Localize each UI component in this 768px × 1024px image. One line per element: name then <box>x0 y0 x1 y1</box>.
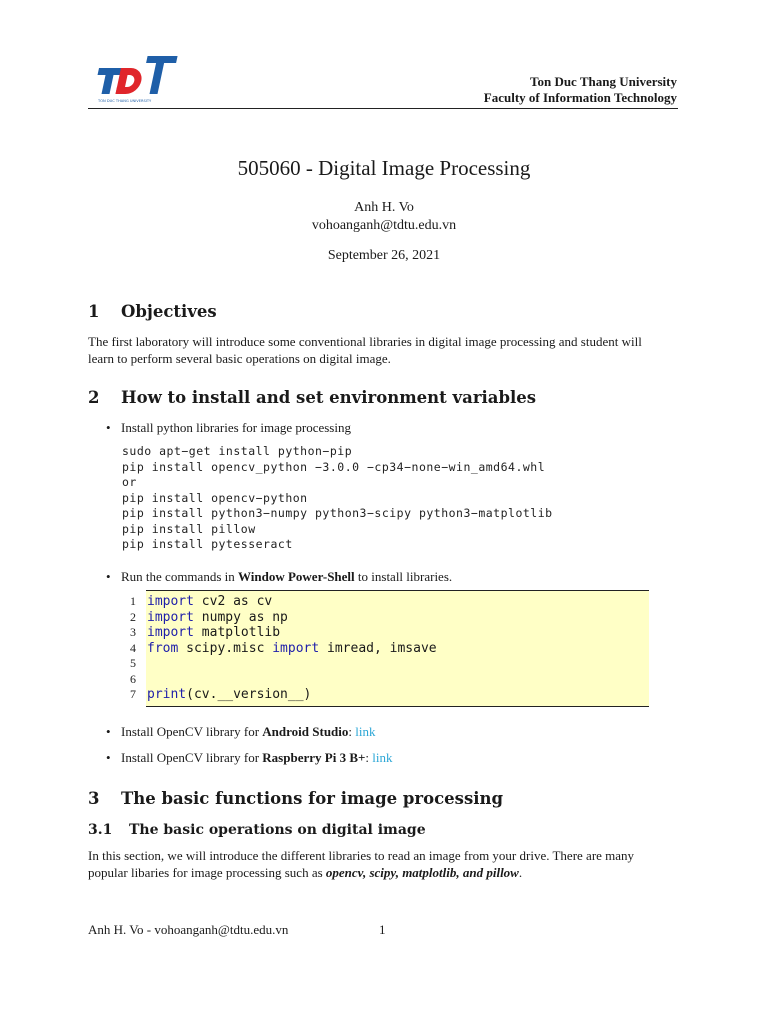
section-3-1-line-1: In this section, we will introduce the different libraries to read an image from your drive. There are many <box>88 848 635 863</box>
page-number: 1 <box>379 922 386 937</box>
code-line-2 <box>130 610 288 626</box>
code-line-7 <box>130 687 311 703</box>
para-text: popular libaries for image processing such as <box>88 865 326 880</box>
author-email: vohoanganh@tdtu.edu.vn <box>311 218 457 233</box>
subsection-3-1-title: The basic operations on digital image <box>129 822 426 838</box>
section-1-line-1: The first laboratory will introduce some conventional libraries in digital image processing and student will <box>88 334 642 349</box>
install-line: pip install pytesseract <box>122 537 293 551</box>
install-line: pip install python3−numpy python3−scipy python3−matplotlib <box>122 506 553 520</box>
install-line: sudo apt−get install python−pip <box>122 444 353 458</box>
bullet-1-text: Install python libraries for image processing <box>121 420 351 435</box>
install-line: pip install opencv−python <box>122 490 308 505</box>
line-number: 1 <box>130 594 136 608</box>
bullet-icon: • <box>106 420 111 435</box>
code-keyword: import <box>147 609 194 625</box>
code-keyword: import <box>147 625 194 640</box>
code-keyword: import <box>272 640 320 656</box>
faculty-name: Faculty of Information Technology <box>483 90 677 105</box>
android-studio-link[interactable]: link <box>355 724 376 739</box>
install-line: pip install opencv_python −3.0.0 −cp34−none−win_amd64.whl <box>122 459 546 474</box>
line-number: 7 <box>130 687 136 701</box>
code-text: numpy as np <box>193 609 288 625</box>
section-1-line-2: learn to perform several basic operations on digital image. <box>88 351 391 366</box>
subsection-3-1-number: 3.1 <box>88 822 113 838</box>
author-name: Anh H. Vo <box>354 200 414 215</box>
code-text: (cv.__version__) <box>186 687 312 702</box>
university-name: Ton Duc Thang University <box>529 74 677 89</box>
code-keyword: print <box>147 687 187 702</box>
section-1-paragraph <box>88 333 680 367</box>
section-2-number: 2 <box>88 388 100 407</box>
bullet-3-bold: Android Studio <box>262 724 349 739</box>
section-1-heading <box>88 302 217 321</box>
section-2-heading <box>88 388 536 407</box>
install-line: or <box>122 475 137 489</box>
document-date: September 26, 2021 <box>327 248 441 263</box>
library-names: opencv, scipy, matplotlib, and pillow <box>325 865 519 880</box>
line-number: 2 <box>130 609 136 624</box>
line-number: 6 <box>130 671 136 686</box>
bullet-3-colon: : <box>348 724 356 739</box>
code-text: cv2 as cv <box>193 594 273 609</box>
code-line-1 <box>130 594 272 610</box>
bullet-icon: • <box>106 724 111 739</box>
code-line-3 <box>130 625 280 641</box>
bullet-2-post: to install libraries. <box>354 569 453 584</box>
bullet-4-bold: Raspberry Pi 3 B+ <box>262 750 366 765</box>
code-text: imread, imsave <box>319 640 437 656</box>
bullet-2-bold: Window Power-Shell <box>238 569 355 584</box>
para-text: . <box>518 865 523 880</box>
code-keyword: from <box>147 640 179 656</box>
section-3-title: The basic functions for image processing <box>121 789 504 808</box>
section-1-number: 1 <box>88 302 100 321</box>
logo-subtext: TON DUC THANG UNIVERSITY <box>98 99 152 103</box>
line-number: 5 <box>130 656 136 670</box>
section-2-title: How to install and set environment variables <box>121 388 537 407</box>
code-line-6 <box>130 672 147 688</box>
document-title: 505060 - Digital Image Processing <box>237 156 531 180</box>
section-3-number: 3 <box>88 789 100 808</box>
bullet-android-studio <box>106 724 376 740</box>
bullet-icon: • <box>106 750 111 765</box>
code-keyword: import <box>147 594 194 609</box>
bullet-2-pre: Run the commands in <box>121 569 238 584</box>
code-text: matplotlib <box>193 625 281 640</box>
bullet-raspberry-pi <box>106 750 393 766</box>
bullet-icon: • <box>106 569 111 584</box>
subsection-3-1-heading <box>88 822 426 838</box>
line-number: 4 <box>130 640 136 655</box>
section-3-heading <box>88 789 503 808</box>
install-line: pip install pillow <box>122 521 256 536</box>
code-line-4 <box>130 641 437 657</box>
bullet-4-pre: Install OpenCV library for <box>121 750 263 765</box>
code-line-5 <box>130 656 147 672</box>
bullet-run-commands <box>106 569 452 585</box>
raspberry-pi-link[interactable]: link <box>372 750 393 765</box>
bullet-4-colon: : <box>365 750 373 765</box>
section-3-1-paragraph <box>88 847 680 881</box>
code-text: scipy.misc <box>178 640 273 656</box>
section-3-1-line-2 <box>88 864 680 881</box>
bullet-3-pre: Install OpenCV library for <box>121 724 263 739</box>
footer-author: Anh H. Vo - vohoanganh@tdtu.edu.vn <box>88 922 289 937</box>
line-number: 3 <box>130 625 136 639</box>
header-rule <box>88 108 678 109</box>
bullet-install-libraries <box>106 420 351 436</box>
section-1-title: Objectives <box>121 302 217 321</box>
tdtu-logo <box>88 54 178 106</box>
